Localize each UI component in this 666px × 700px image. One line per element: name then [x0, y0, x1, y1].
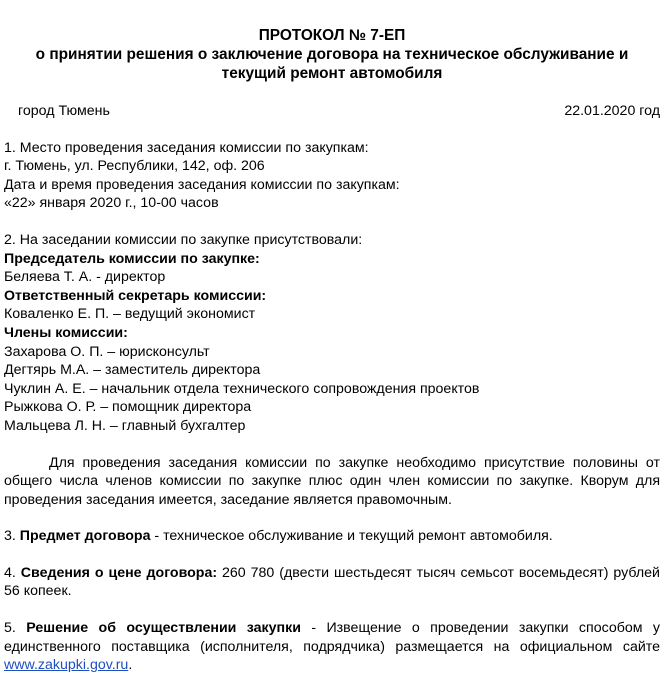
meeting-datetime-label: Дата и время проведения заседания комиссии по закупкам: [4, 176, 400, 193]
member-item: Рыжкова О. Р. – помощник директора [4, 399, 252, 416]
secretary-name: Коваленко Е. П. – ведущий экономист [4, 306, 256, 323]
zakupki-link[interactable]: www.zakupki.gov.ru [4, 657, 129, 674]
members-heading: Члены комиссии: [4, 324, 128, 341]
section-1 [4, 139, 660, 213]
procurement-decision-heading: Решение об осуществлении закупки [26, 620, 301, 637]
contract-subject-heading: Предмет договора [19, 528, 151, 545]
section-4-number: 4. [4, 564, 16, 581]
contract-price-heading: Сведения о цене договора: [20, 564, 218, 581]
member-item: Мальцева Л. Н. – главный бухгалтер [4, 417, 246, 434]
section-2-number: 2. [4, 231, 16, 248]
place-date-row [4, 102, 660, 121]
chair-name: Беляева Т. А. - директор [4, 269, 166, 286]
meeting-address: г. Тюмень, ул. Республики, 142, оф. 206 [4, 158, 265, 175]
document-subtitle-line1: о принятии решения о заключение договора на техническое обслуживание и [35, 46, 629, 63]
document-subtitle-line2: текущий ремонт автомобиля [221, 65, 443, 82]
section-5-number: 5. [4, 620, 16, 637]
member-item: Захарова О. П. – юрисконсульт [4, 343, 210, 360]
meeting-datetime: «22» января 2020 г., 10-00 часов [4, 195, 219, 212]
section-3-number: 3. [4, 528, 16, 545]
section-3 [4, 527, 660, 546]
member-item: Дегтярь М.А. – заместитель директора [4, 362, 261, 379]
section-5 [4, 619, 660, 675]
contract-subject-text: - техническое обслуживание и текущий ремонт автомобиля. [150, 528, 553, 545]
document-title: ПРОТОКОЛ № 7-ЕП [258, 27, 406, 44]
section-1-label: Место проведения заседания комиссии по закупкам: [15, 139, 369, 156]
contract-price-text: 260 780 (двести шестьдесят тысяч семьсот восемьдесят) рублей 56 копеек. [4, 564, 660, 600]
protocol-document [4, 26, 660, 675]
protocol-date: 22.01.2020 год [564, 103, 660, 119]
member-item: Чуклин А. Е. – начальник отдела технического сопровождения проектов [4, 380, 480, 397]
section-2-label: На заседании комиссии по закупке присутствовали: [15, 231, 363, 248]
quorum-paragraph: Для проведения заседания комиссии по закупке необходимо присутствие половины от общего числа членов комиссии по закупке плюс один член комиссии по закупке. Кворум для проведения заседания имеется, заседание является правомочным. [4, 454, 660, 508]
city: город Тюмень [18, 103, 110, 119]
procurement-decision-end: . [128, 657, 133, 674]
procurement-decision-text: - Извещение о проведении закупки способом у единственного поставщика (исполнителя, подрядчика) размещается на официальном сайте [4, 620, 660, 655]
chair-heading: Председатель комиссии по закупке: [4, 250, 260, 267]
section-1-number: 1. [4, 139, 16, 156]
secretary-heading: Ответственный секретарь комиссии: [4, 287, 267, 304]
section-4 [4, 564, 660, 601]
section-2 [4, 231, 660, 509]
